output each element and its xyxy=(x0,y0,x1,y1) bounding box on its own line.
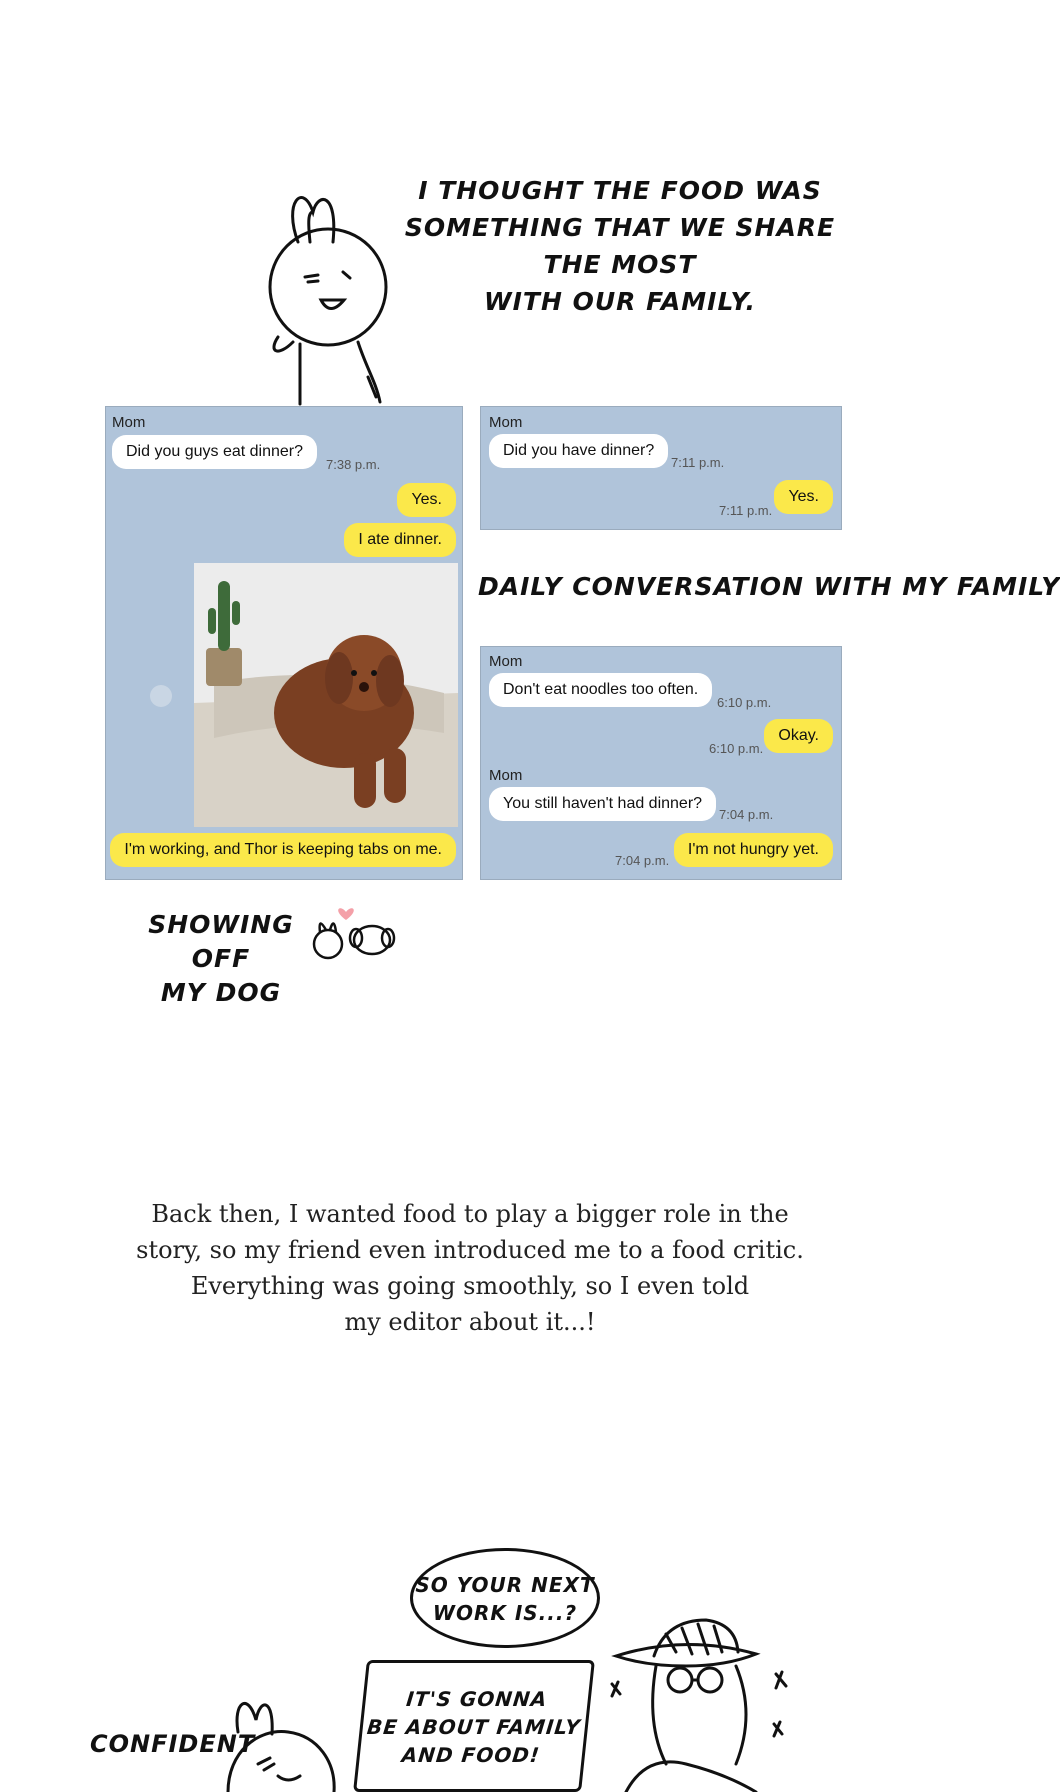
story-line: story, so my friend even introduced me to a food critic. xyxy=(136,1236,804,1264)
critic-speech-bubble xyxy=(410,1548,600,1648)
sender-name: Mom xyxy=(489,653,523,670)
message-time: 6:10 p.m. xyxy=(717,695,772,710)
outgoing-message: I ate dinner. xyxy=(344,523,456,557)
message-time: 7:11 p.m. xyxy=(719,503,773,518)
story-paragraph xyxy=(120,1196,820,1340)
dog-caption xyxy=(136,908,306,1010)
caption-line: SOMETHING THAT WE SHARE THE MOST xyxy=(404,213,836,279)
speech-line: BE ABOUT FAMILY xyxy=(365,1715,582,1739)
story-line: Back then, I wanted food to play a bigger role in the xyxy=(151,1200,789,1228)
caption-line: SHOWING OFF xyxy=(148,910,294,973)
outgoing-message: Yes. xyxy=(774,480,833,514)
outgoing-message: I'm working, and Thor is keeping tabs on me. xyxy=(110,833,456,867)
dog-photo xyxy=(194,563,458,827)
sender-name: Mom xyxy=(489,767,523,784)
speech-line: IT'S GONNA xyxy=(405,1687,549,1711)
incoming-message: Did you guys eat dinner? xyxy=(112,435,317,469)
speech-line: AND FOOD! xyxy=(400,1743,542,1767)
bunny-confident-illustration xyxy=(218,1692,368,1792)
story-line: my editor about it...! xyxy=(344,1308,596,1336)
incoming-message: Don't eat noodles too often. xyxy=(489,673,712,707)
sender-name: Mom xyxy=(112,414,146,431)
food-critic-illustration xyxy=(606,1614,806,1792)
speech-line: SO YOUR NEXT xyxy=(415,1573,595,1597)
caption-line: WITH OUR FAMILY. xyxy=(484,287,756,316)
dog-illustration xyxy=(194,563,458,827)
sender-name: Mom xyxy=(489,414,523,431)
message-time: 7:38 p.m. xyxy=(326,457,381,472)
confident-label: CONFIDENT xyxy=(90,1730,256,1758)
chat-screenshot-left xyxy=(105,406,463,880)
bunny-illustration xyxy=(248,182,408,407)
chat-screenshot-top-right xyxy=(480,406,842,530)
chat-screenshot-bottom-right xyxy=(480,646,842,880)
incoming-message: Did you have dinner? xyxy=(489,434,668,468)
speech-line: WORK IS...? xyxy=(432,1601,578,1625)
bunny-speech-bubble xyxy=(353,1660,595,1792)
incoming-message: You still haven't had dinner? xyxy=(489,787,716,821)
caption-line: I THOUGHT THE FOOD WAS xyxy=(418,176,822,205)
caption-line: MY DOG xyxy=(160,978,282,1007)
outgoing-message: Yes. xyxy=(397,483,456,517)
message-time: 7:11 p.m. xyxy=(671,455,725,470)
chat-icon xyxy=(150,685,172,707)
outgoing-message: Okay. xyxy=(764,719,833,753)
intro-caption xyxy=(400,172,840,320)
message-time: 7:04 p.m. xyxy=(719,807,774,822)
daily-conversation-caption: DAILY CONVERSATION WITH MY FAMILY xyxy=(478,572,1060,601)
bunny-dog-doodle xyxy=(306,902,406,962)
message-time: 7:04 p.m. xyxy=(615,853,670,868)
message-time: 6:10 p.m. xyxy=(709,741,764,756)
story-line: Everything was going smoothly, so I even told xyxy=(190,1272,750,1300)
outgoing-message: I'm not hungry yet. xyxy=(674,833,833,867)
